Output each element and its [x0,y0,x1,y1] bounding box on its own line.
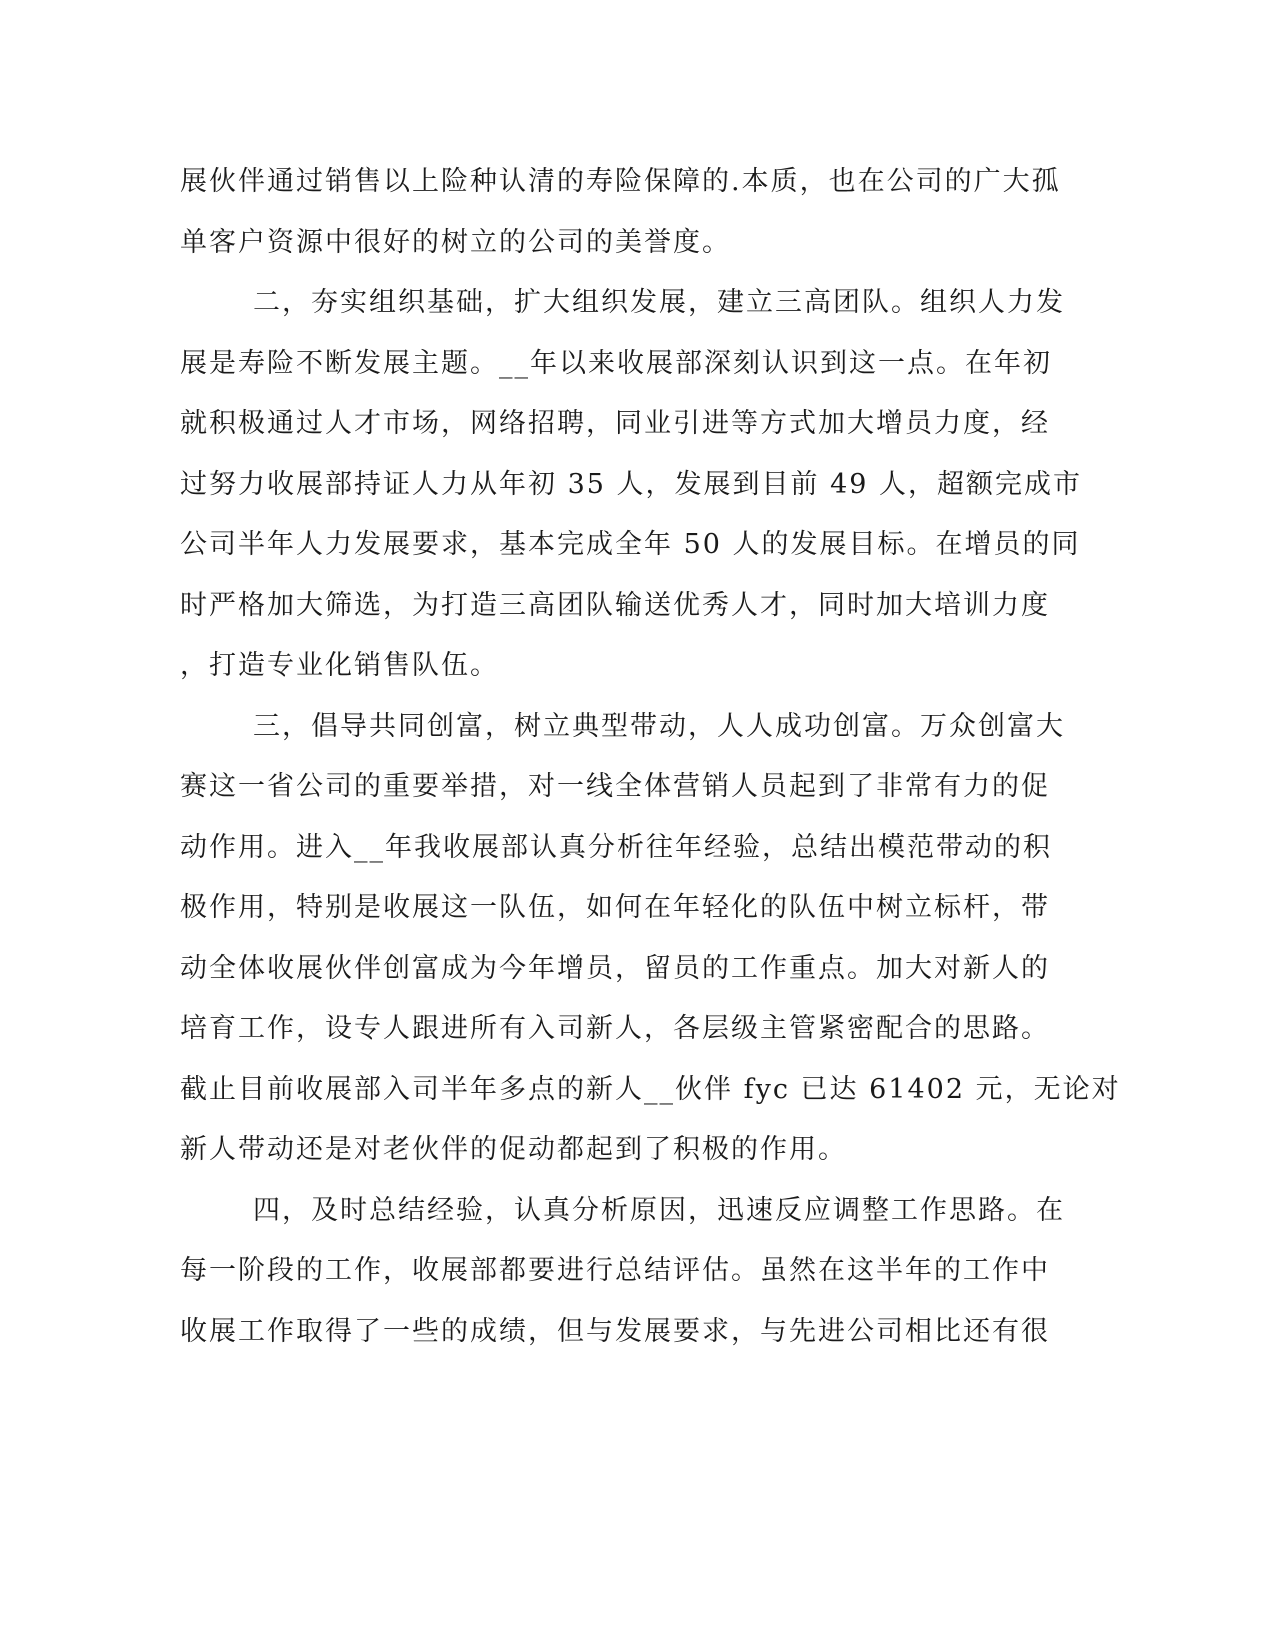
text-line: 单客户资源中很好的树立的公司的美誉度。 [180,226,731,258]
text-line: 展是寿险不断发展主题。__年以来收展部深刻认识到这一点。在年初 [180,347,1052,379]
text-line: 每一阶段的工作，收展部都要进行总结评估。虽然在这半年的工作中 [180,1255,1050,1286]
text-line: 就积极通过人才市场，网络招聘，同业引进等方式加大增员力度，经 [180,408,1050,439]
section-three-heading-line: 三，倡导共同创富，树立典型带动，人人成功创富。万众创富大 [253,710,1065,742]
text-line: ，打造专业化销售队伍。 [180,650,499,681]
text-line: 截止目前收展部入司半年多点的新人__伙伴 fyc 已达 61402 元，无论对 [180,1073,1121,1105]
document-body [180,152,1121,1362]
text-line: 新人带动还是对老伙伴的促动都起到了积极的作用。 [180,1134,847,1165]
text-line: 公司半年人力发展要求，基本完成全年 50 人的发展目标。在增员的同 [180,529,1081,560]
text-line: 赛这一省公司的重要举措，对一线全体营销人员起到了非常有力的促 [180,771,1050,802]
text-line: 培育工作，设专人跟进所有入司新人，各层级主管紧密配合的思路。 [180,1013,1050,1044]
text-line: 极作用，特别是收展这一队伍，如何在年轻化的队伍中树立标杆，带 [180,892,1050,923]
text-line: 时严格加大筛选，为打造三高团队输送优秀人才，同时加大培训力度 [180,589,1050,621]
text-line: 动全体收展伙伴创富成为今年增员，留员的工作重点。加大对新人的 [180,952,1050,984]
text-line: 动作用。进入__年我收展部认真分析往年经验，总结出模范带动的积 [180,831,1052,863]
text-line: 收展工作取得了一些的成绩，但与发展要求，与先进公司相比还有很 [180,1315,1050,1347]
section-two-heading-line: 二，夯实组织基础，扩大组织发展，建立三高团队。组织人力发 [253,287,1065,318]
section-four-heading-line: 四，及时总结经验，认真分析原因，迅速反应调整工作思路。在 [253,1194,1065,1226]
text-line: 过努力收展部持证人力从年初 35 人，发展到目前 49 人，超额完成市 [180,468,1083,500]
text-line: 展伙伴通过销售以上险种认清的寿险保障的.本质，也在公司的广大孤 [180,166,1061,197]
